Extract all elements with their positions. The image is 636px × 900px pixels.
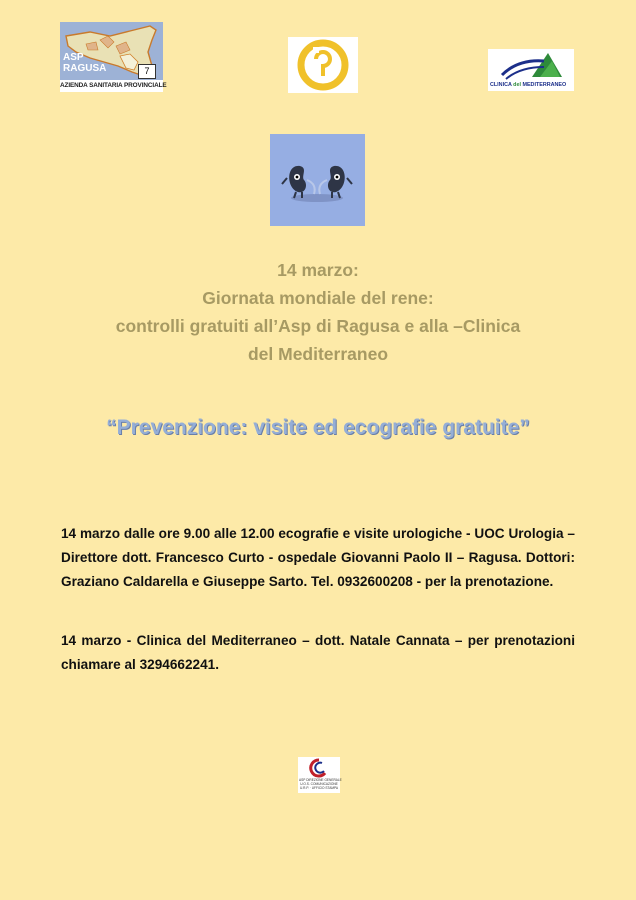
footer-line-2: U.O.S. COMUNICAZIONE [300,782,338,786]
urology-paragraph: 14 marzo dalle ore 9.00 alle 12.00 ecografie e visite urologiche - UOC Urologia – Direttore dott. Francesco Curto - ospedale Giovanni Paolo II – Ragusa. Dottori: Graziano Caldarella e Giuseppe Sarto. Tel. 0932600208 - per la prenotazione. [61,526,575,589]
clinica-del-label: del [513,82,521,88]
center-logo [288,37,358,93]
ragusa-label: RAGUSA [63,63,107,74]
footer-communication-logo [298,757,340,793]
footer-line-3: U.R.P. · UFFICIO STAMPA [299,786,339,790]
headline [40,256,596,368]
headline-subtitle-cont: del Mediterraneo [247,344,389,364]
headline-title: Giornata mondiale del rene: [202,288,434,308]
kidney-illustration [270,134,365,226]
clinica-paragraph: 14 marzo - Clinica del Mediterraneo – dott. Natale Cannata – per prenotazioni chiamare al 3294662241. [61,633,575,672]
headline-subtitle: controlli gratuiti all’Asp di Ragusa e alla –Clinica [115,316,521,336]
clinica-label: CLINICA [490,82,514,88]
kidneys-icon [270,134,365,226]
mountain-waves-icon [488,49,574,81]
asp-number-badge: 7 [138,64,156,79]
communication-icon [298,757,340,779]
headline-date: 14 marzo: [277,260,359,280]
footer-line-1: ASP DIREZIONE GENERALE [299,778,342,782]
clinica-mediterraneo-logo [488,49,574,91]
clinica-mediterraneo-label: MEDITERRANEO [520,82,567,88]
asp-ragusa-logo [60,22,167,92]
asp-caption: AZIENDA SANITARIA PROVINCIALE [60,82,167,89]
circle-person-icon [288,37,358,93]
prevention-quote: “Prevenzione: visite ed ecografie gratuite” [106,416,530,439]
asp-label: ASP [63,52,84,63]
